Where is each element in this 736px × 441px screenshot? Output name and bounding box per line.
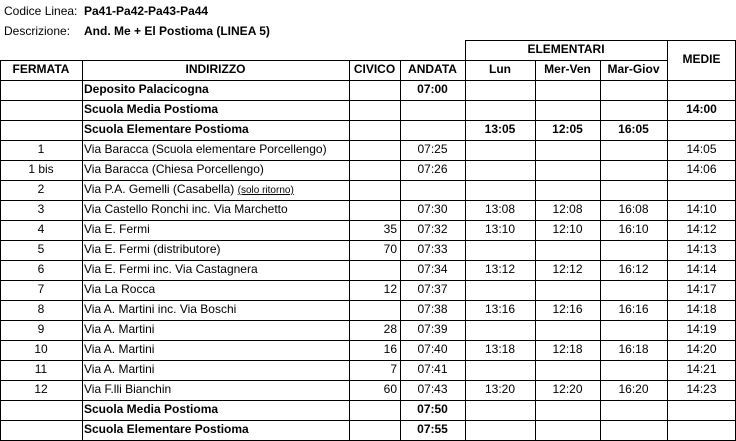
cell-andata	[400, 100, 465, 120]
codice-linea-value: Pa41-Pa42-Pa43-Pa44	[84, 4, 209, 18]
cell-indirizzo	[82, 120, 349, 140]
indirizzo-value: Via A. Martini	[84, 362, 155, 376]
indirizzo-value: Via A. Martini inc. Via Boschi	[84, 302, 237, 316]
cell-fermata	[0, 80, 82, 100]
fermata-value: 4	[37, 222, 45, 236]
indirizzo-value: Via E. Fermi (distributore)	[84, 242, 221, 256]
medie-value: 14:19	[686, 322, 717, 336]
cell-medie	[667, 280, 736, 300]
cell-indirizzo	[82, 160, 349, 180]
cell-medie	[667, 240, 736, 260]
cell-merven	[535, 340, 600, 360]
margiov-value: 16:20	[618, 382, 649, 396]
fermata-value: 1	[37, 142, 45, 156]
header-merven: Mer-Ven	[544, 62, 591, 76]
cell-civico	[349, 320, 400, 340]
cell-civico	[349, 360, 400, 380]
cell-margiov	[600, 380, 667, 400]
cell-civico	[349, 120, 400, 140]
indirizzo-value: Via La Rocca	[84, 282, 156, 296]
fermata-value: 10	[34, 342, 48, 356]
andata-value: 07:50	[417, 402, 448, 416]
cell-fermata	[0, 140, 82, 160]
cell-andata	[400, 280, 465, 300]
indirizzo-value: Via E. Fermi inc. Via Castagnera	[84, 262, 258, 276]
merven-value: 12:16	[552, 302, 583, 316]
cell-margiov	[600, 120, 667, 140]
civico-value: 16	[383, 342, 397, 356]
cell-andata	[400, 80, 465, 100]
medie-value: 14:20	[686, 342, 717, 356]
cell-fermata	[0, 320, 82, 340]
cell-margiov	[600, 340, 667, 360]
cell-margiov	[600, 220, 667, 240]
solo-ritorno-note: (solo ritorno)	[237, 185, 294, 196]
andata-value: 07:37	[417, 282, 448, 296]
medie-value: 14:06	[686, 162, 717, 176]
fermata-value: 3	[37, 202, 45, 216]
cell-fermata	[0, 380, 82, 400]
cell-merven	[535, 200, 600, 220]
cell-andata	[400, 380, 465, 400]
cell-civico	[349, 240, 400, 260]
header-indirizzo: INDIRIZZO	[185, 62, 246, 76]
cell-lun	[465, 80, 535, 100]
medie-value: 14:17	[686, 282, 717, 296]
andata-value: 07:34	[417, 262, 448, 276]
cell-civico	[349, 140, 400, 160]
cell-fermata	[0, 340, 82, 360]
cell-merven	[535, 240, 600, 260]
cell-civico	[349, 180, 400, 200]
header-elementari: ELEMENTARI	[527, 42, 605, 56]
cell-margiov	[600, 180, 667, 200]
cell-fermata	[0, 100, 82, 120]
cell-merven	[535, 300, 600, 320]
lun-value: 13:12	[484, 262, 516, 276]
cell-medie	[667, 300, 736, 320]
merven-value: 12:08	[552, 202, 583, 216]
indirizzo-value: Via Castello Ronchi inc. Via Marchetto	[84, 202, 288, 216]
cell-medie	[667, 80, 736, 100]
indirizzo-value: Via Baracca (Chiesa Porcellengo)	[84, 162, 264, 176]
cell-medie	[667, 220, 736, 240]
cell-margiov	[600, 140, 667, 160]
andata-value: 07:40	[417, 342, 448, 356]
cell-merven	[535, 180, 600, 200]
cell-civico	[349, 300, 400, 320]
cell-lun	[465, 160, 535, 180]
cell-medie	[667, 260, 736, 280]
cell-lun	[465, 240, 535, 260]
cell-civico	[349, 420, 400, 440]
cell-indirizzo	[82, 340, 349, 360]
cell-merven	[535, 100, 600, 120]
cell-fermata	[0, 160, 82, 180]
cell-indirizzo	[82, 240, 349, 260]
andata-value: 07:41	[417, 362, 448, 376]
cell-andata	[400, 240, 465, 260]
cell-lun	[465, 320, 535, 340]
medie-value: 14:13	[686, 242, 717, 256]
cell-margiov	[600, 280, 667, 300]
cell-civico	[349, 200, 400, 220]
cell-medie	[667, 200, 736, 220]
cell-merven	[535, 400, 600, 420]
fermata-value: 6	[37, 262, 45, 276]
cell-lun	[465, 360, 535, 380]
andata-value: 07:43	[417, 382, 448, 396]
andata-value: 07:39	[417, 322, 448, 336]
indirizzo-value: Via A. Martini	[84, 342, 155, 356]
andata-value: 07:55	[417, 422, 448, 436]
cell-civico	[349, 340, 400, 360]
cell-margiov	[600, 400, 667, 420]
cell-medie	[667, 340, 736, 360]
civico-value: 70	[383, 242, 397, 256]
cell-lun	[465, 180, 535, 200]
andata-value: 07:38	[417, 302, 448, 316]
cell-margiov	[600, 360, 667, 380]
cell-indirizzo	[82, 140, 349, 160]
cell-civico	[349, 80, 400, 100]
lun-value: 13:10	[484, 222, 516, 236]
lun-value: 13:20	[484, 382, 516, 396]
header-civico: CIVICO	[353, 62, 396, 76]
cell-andata	[400, 320, 465, 340]
cell-medie	[667, 320, 736, 340]
medie-value: 14:23	[686, 382, 717, 396]
fermata-value: 12	[34, 382, 48, 396]
cell-medie	[667, 120, 736, 140]
andata-value: 07:26	[417, 162, 448, 176]
cell-andata	[400, 360, 465, 380]
cell-lun	[465, 400, 535, 420]
andata-value: 07:25	[417, 142, 448, 156]
cell-andata	[400, 300, 465, 320]
cell-andata	[400, 420, 465, 440]
cell-indirizzo	[82, 200, 349, 220]
indirizzo-value: Scuola Elementare Postioma	[84, 422, 249, 436]
cell-margiov	[600, 300, 667, 320]
cell-fermata	[0, 280, 82, 300]
fermata-value: 7	[37, 282, 45, 296]
header-fermata: FERMATA	[12, 62, 70, 76]
cell-andata	[400, 140, 465, 160]
margiov-value: 16:05	[618, 122, 649, 136]
cell-fermata	[0, 400, 82, 420]
cell-merven	[535, 360, 600, 380]
civico-value: 12	[383, 282, 397, 296]
codice-linea-label: Codice Linea:	[4, 4, 78, 18]
civico-value: 60	[383, 382, 397, 396]
cell-lun	[465, 140, 535, 160]
header-margiov: Mar-Giov	[607, 62, 660, 76]
cell-merven	[535, 420, 600, 440]
cell-andata	[400, 400, 465, 420]
indirizzo-value: Via E. Fermi	[84, 222, 150, 236]
descrizione-value: And. Me + El Postioma (LINEA 5)	[84, 24, 270, 38]
lun-value: 13:16	[484, 302, 516, 316]
cell-lun	[465, 200, 535, 220]
lun-value: 13:18	[484, 342, 516, 356]
cell-merven	[535, 120, 600, 140]
indirizzo-value: Via P.A. Gemelli (Casabella)	[84, 182, 235, 196]
cell-indirizzo	[82, 420, 349, 440]
cell-medie	[667, 360, 736, 380]
medie-value: 14:12	[686, 222, 717, 236]
cell-merven	[535, 220, 600, 240]
cell-indirizzo	[82, 380, 349, 400]
andata-value: 07:30	[417, 202, 448, 216]
civico-value: 35	[383, 222, 397, 236]
cell-margiov	[600, 320, 667, 340]
cell-merven	[535, 260, 600, 280]
margiov-value: 16:16	[618, 302, 649, 316]
fermata-value: 8	[37, 302, 45, 316]
merven-value: 12:20	[552, 382, 583, 396]
cell-andata	[400, 200, 465, 220]
cell-andata	[400, 120, 465, 140]
fermata-value: 1 bis	[28, 162, 54, 176]
cell-indirizzo	[82, 320, 349, 340]
cell-lun	[465, 120, 535, 140]
cell-indirizzo	[82, 400, 349, 420]
andata-value: 07:33	[417, 242, 448, 256]
descrizione-label: Descrizione:	[4, 24, 71, 38]
medie-value: 14:05	[686, 142, 717, 156]
cell-margiov	[600, 260, 667, 280]
indirizzo-value: Scuola Elementare Postioma	[84, 122, 249, 136]
cell-fermata	[0, 200, 82, 220]
cell-civico	[349, 260, 400, 280]
fermata-value: 9	[37, 322, 45, 336]
cell-civico	[349, 160, 400, 180]
cell-civico	[349, 280, 400, 300]
cell-margiov	[600, 200, 667, 220]
andata-value: 07:32	[417, 222, 448, 236]
cell-indirizzo	[82, 80, 349, 100]
cell-medie	[667, 400, 736, 420]
cell-merven	[535, 320, 600, 340]
cell-indirizzo	[82, 360, 349, 380]
cell-indirizzo	[82, 260, 349, 280]
cell-civico	[349, 400, 400, 420]
cell-fermata	[0, 360, 82, 380]
cell-lun	[465, 300, 535, 320]
cell-merven	[535, 380, 600, 400]
cell-andata	[400, 180, 465, 200]
medie-value: 14:14	[686, 262, 717, 276]
cell-lun	[465, 340, 535, 360]
cell-lun	[465, 260, 535, 280]
header-andata: ANDATA	[408, 62, 457, 76]
merven-value: 12:12	[552, 262, 583, 276]
cell-lun	[465, 380, 535, 400]
medie-value: 14:21	[686, 362, 717, 376]
margiov-value: 16:12	[618, 262, 649, 276]
cell-merven	[535, 160, 600, 180]
cell-fermata	[0, 220, 82, 240]
indirizzo-value: Deposito Palacicogna	[84, 82, 209, 96]
merven-value: 12:18	[552, 342, 583, 356]
cell-indirizzo	[82, 100, 349, 120]
cell-medie	[667, 180, 736, 200]
cell-merven	[535, 280, 600, 300]
civico-value: 28	[383, 322, 397, 336]
margiov-value: 16:10	[618, 222, 649, 236]
andata-value: 07:00	[417, 82, 448, 96]
cell-fermata	[0, 300, 82, 320]
cell-medie	[667, 100, 736, 120]
indirizzo-value: Via F.lli Bianchin	[84, 382, 172, 396]
cell-fermata	[0, 260, 82, 280]
lun-value: 13:08	[484, 202, 516, 216]
cell-fermata	[0, 120, 82, 140]
fermata-value: 2	[37, 182, 45, 196]
cell-andata	[400, 340, 465, 360]
cell-medie	[667, 140, 736, 160]
cell-lun	[465, 280, 535, 300]
header-lun: Lun	[489, 62, 511, 76]
medie-value: 14:00	[686, 102, 717, 116]
cell-merven	[535, 140, 600, 160]
fermata-value: 11	[34, 362, 48, 376]
cell-lun	[465, 100, 535, 120]
cell-civico	[349, 220, 400, 240]
indirizzo-value: Scuola Media Postioma	[84, 102, 219, 116]
cell-civico	[349, 100, 400, 120]
medie-value: 14:18	[686, 302, 717, 316]
cell-margiov	[600, 420, 667, 440]
cell-civico	[349, 380, 400, 400]
lun-value: 13:05	[484, 122, 516, 136]
cell-margiov	[600, 240, 667, 260]
cell-margiov	[600, 80, 667, 100]
cell-andata	[400, 220, 465, 240]
civico-value: 7	[390, 362, 397, 376]
header-medie: MEDIE	[682, 52, 721, 66]
cell-indirizzo	[82, 300, 349, 320]
cell-medie	[667, 160, 736, 180]
cell-andata	[400, 160, 465, 180]
cell-merven	[535, 80, 600, 100]
timetable	[0, 40, 736, 441]
indirizzo-value: Via Baracca (Scuola elementare Porcellengo)	[84, 142, 327, 156]
cell-margiov	[600, 160, 667, 180]
cell-indirizzo	[82, 220, 349, 240]
fermata-value: 5	[37, 242, 45, 256]
cell-margiov	[600, 100, 667, 120]
cell-indirizzo	[82, 180, 349, 200]
merven-value: 12:05	[552, 122, 583, 136]
margiov-value: 16:18	[618, 342, 649, 356]
merven-value: 12:10	[552, 222, 583, 236]
cell-fermata	[0, 180, 82, 200]
cell-indirizzo	[82, 280, 349, 300]
margiov-value: 16:08	[618, 202, 649, 216]
cell-lun	[465, 420, 535, 440]
cell-fermata	[0, 240, 82, 260]
cell-fermata	[0, 420, 82, 440]
cell-medie	[667, 420, 736, 440]
medie-value: 14:10	[686, 202, 717, 216]
indirizzo-value: Scuola Media Postioma	[84, 402, 219, 416]
indirizzo-value: Via A. Martini	[84, 322, 155, 336]
cell-medie	[667, 380, 736, 400]
cell-lun	[465, 220, 535, 240]
cell-andata	[400, 260, 465, 280]
